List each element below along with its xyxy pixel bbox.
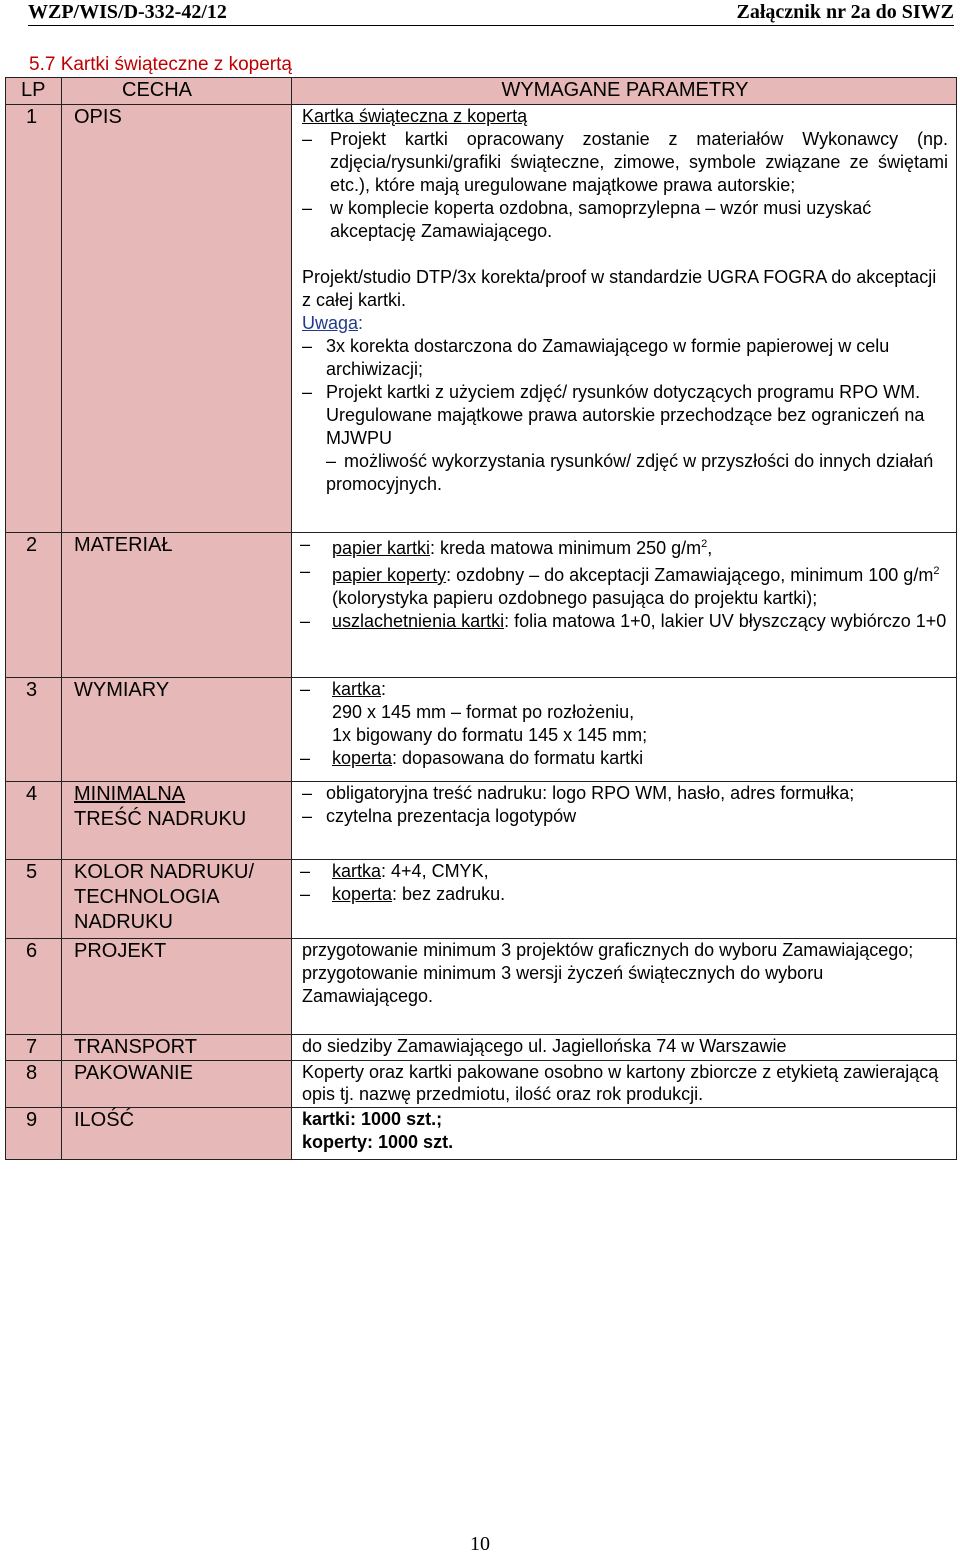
- list-item: [300, 533, 948, 560]
- item-text: : ozdobny – do akceptacji Zamawiającego, minimum 100 g/m: [446, 565, 934, 585]
- row-params: do siedziby Zamawiającego ul. Jagiellońska 74 w Warszawie: [292, 1035, 957, 1061]
- params-title: Kartka świąteczna z kopertą: [302, 106, 528, 126]
- row-params: Koperty oraz kartki pakowane osobno w kartony zbiorcze z etykietą zawierającą opis tj. nazwę przedmiotu, ilość oraz rok produkcji.: [292, 1061, 957, 1108]
- list-item: [300, 883, 948, 906]
- dash-bullet: –: [300, 884, 311, 904]
- item-text: (kolorystyka papieru ozdobnego pasująca do projektu kartki);: [332, 588, 818, 608]
- section-title: 5.7 Kartki świąteczne z kopertą: [29, 54, 292, 75]
- table-row: [6, 1108, 957, 1160]
- header-params: WYMAGANE PARAMETRY: [292, 78, 957, 105]
- list-item: [300, 747, 948, 770]
- quantity-cards: kartki: 1000 szt.;: [302, 1109, 443, 1129]
- row-number: 2: [6, 533, 62, 678]
- table-row: [6, 1061, 957, 1108]
- list-item-text: możliwość wykorzystania rysunków/ zdjęć w przyszłości do innych działań promocyjnych.: [326, 451, 934, 494]
- item-text: : 4+4, CMYK,: [381, 861, 489, 881]
- row-number: 5: [6, 860, 62, 939]
- row-feature: MATERIAŁ: [62, 533, 292, 678]
- item-label: koperta: [332, 884, 393, 904]
- list-item: [302, 381, 948, 450]
- dash-bullet: –: [302, 382, 313, 402]
- row-params: [292, 533, 957, 678]
- row-number: 4: [6, 782, 62, 860]
- table-row: [6, 939, 957, 1035]
- document-reference: WZP/WIS/D-332-42/12: [28, 1, 227, 23]
- list-item-text: obligatoryjna treść nadruku: logo RPO WM, hasło, adres formułka;: [326, 783, 855, 803]
- row-feature: OPIS: [62, 105, 292, 533]
- superscript: 2: [701, 538, 708, 550]
- item-text: : dopasowana do formatu kartki: [392, 748, 644, 768]
- row-feature: [62, 782, 292, 860]
- attachment-label: Załącznik nr 2a do SIWZ: [736, 1, 954, 23]
- dash-bullet: –: [300, 861, 311, 881]
- dash-bullet: –: [302, 198, 313, 218]
- list-item-text: czytelna prezentacja logotypów: [326, 806, 577, 826]
- dash-bullet: –: [326, 451, 337, 471]
- dash-bullet: –: [302, 336, 313, 356]
- dash-bullet: –: [302, 783, 313, 803]
- list-item: [302, 782, 948, 805]
- row-params: [292, 105, 957, 533]
- list-item: [300, 560, 948, 610]
- item-label: koperta: [332, 748, 393, 768]
- item-text: :: [381, 679, 387, 699]
- row-number: 3: [6, 678, 62, 782]
- dash-bullet: –: [302, 129, 313, 149]
- row-feature: TRANSPORT: [62, 1035, 292, 1061]
- table-row: [6, 860, 957, 939]
- feature-line: TREŚĆ NADRUKU: [74, 808, 247, 830]
- dimension-line: 1x bigowany do formatu 145 x 145 mm;: [332, 725, 648, 745]
- row-number: 6: [6, 939, 62, 1035]
- item-text: : folia matowa 1+0, lakier UV błyszczący wybiórczo 1+0: [504, 611, 947, 631]
- list-item: [302, 450, 948, 496]
- dash-bullet: –: [300, 561, 311, 581]
- row-params: [292, 1108, 957, 1160]
- parameters-table: [5, 77, 957, 1160]
- dimension-line: 290 x 145 mm – format po rozłożeniu,: [332, 702, 635, 722]
- row-number: 9: [6, 1108, 62, 1160]
- row-params: [292, 860, 957, 939]
- row-feature: ILOŚĆ: [62, 1108, 292, 1160]
- superscript: 2: [933, 565, 940, 577]
- dash-bullet: –: [302, 806, 313, 826]
- item-text: ,: [707, 538, 713, 558]
- list-item: [300, 860, 948, 883]
- note-label: [302, 312, 948, 335]
- item-label: papier koperty: [332, 565, 447, 585]
- table-row: [6, 533, 957, 678]
- list-item: [302, 128, 948, 197]
- row-number: 7: [6, 1035, 62, 1061]
- row-feature: PAKOWANIE: [62, 1061, 292, 1108]
- table-row: [6, 105, 957, 533]
- item-text: : bez zadruku.: [392, 884, 506, 904]
- dash-bullet: –: [300, 611, 311, 631]
- row-params: [292, 782, 957, 860]
- list-item: [302, 197, 948, 243]
- dash-bullet: –: [300, 679, 311, 699]
- row-number: 1: [6, 105, 62, 533]
- item-label: kartka: [332, 861, 382, 881]
- dash-bullet: –: [300, 534, 311, 554]
- row-feature: KOLOR NADRUKU/ TECHNOLOGIA NADRUKU: [62, 860, 292, 939]
- paragraph: przygotowanie minimum 3 wersji życzeń świątecznych do wyboru Zamawiającego.: [302, 963, 824, 1006]
- page-header: [28, 0, 954, 26]
- list-item: [302, 335, 948, 381]
- header-lp: LP: [6, 78, 62, 105]
- list-item: [300, 678, 948, 701]
- dash-bullet: –: [300, 748, 311, 768]
- list-item-text: 3x korekta dostarczona do Zamawiającego w formie papierowej w celu archiwizacji;: [326, 336, 890, 379]
- header-cecha: CECHA: [62, 78, 292, 105]
- row-feature: PROJEKT: [62, 939, 292, 1035]
- note-label-text: Uwaga: [302, 313, 359, 333]
- page-number: 10: [470, 1533, 490, 1555]
- row-number: 8: [6, 1061, 62, 1108]
- paragraph: przygotowanie minimum 3 projektów graficznych do wyboru Zamawiającego;: [302, 940, 914, 960]
- item-label: kartka: [332, 679, 382, 699]
- note-colon: :: [358, 313, 364, 333]
- list-item-text: Projekt kartki opracowany zostanie z materiałów Wykonawcy (np. zdjęcia/rysunki/grafiki świąteczne, zimowe, symbole związane ze świętami etc.), które mają uregulowane majątkowe prawa autorskie;: [330, 129, 948, 195]
- paragraph: Projekt/studio DTP/3x korekta/proof w standardzie UGRA FOGRA do akceptacji z całej kartki.: [302, 267, 937, 310]
- list-item-text: Projekt kartki z użyciem zdjęć/ rysunków dotyczących programu RPO WM. Uregulowane majątkowe prawa autorskie przechodzące bez ograniczeń na MJWPU: [326, 382, 925, 448]
- feature-line: MINIMALNA: [74, 783, 186, 805]
- quantity-envelopes: koperty: 1000 szt.: [302, 1132, 454, 1152]
- table-row: [6, 782, 957, 860]
- table-row: [6, 678, 957, 782]
- table-header-row: [6, 78, 957, 105]
- row-params: [292, 678, 957, 782]
- table-row: [6, 1035, 957, 1061]
- row-feature: WYMIARY: [62, 678, 292, 782]
- item-label: uszlachetnienia kartki: [332, 611, 505, 631]
- item-label: papier kartki: [332, 538, 431, 558]
- row-params: [292, 939, 957, 1035]
- list-item-text: w komplecie koperta ozdobna, samoprzylepna – wzór musi uzyskać akceptację Zamawiającego.: [330, 198, 872, 241]
- list-item: [302, 805, 948, 828]
- item-text: : kreda matowa minimum 250 g/m: [430, 538, 702, 558]
- list-item: [300, 610, 948, 633]
